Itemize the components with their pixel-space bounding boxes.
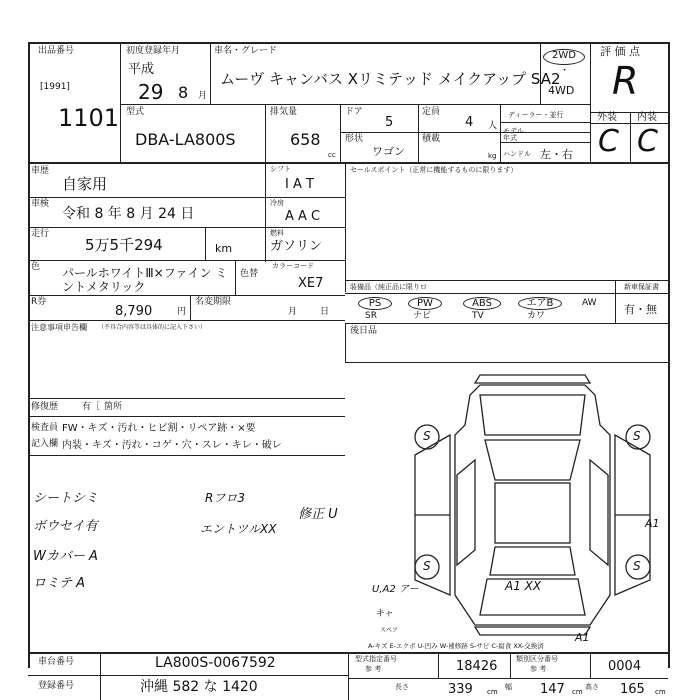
color-change-label: 色替 [240,269,259,279]
name-grade-label: 車名・グレード [214,46,278,56]
warranty: 有・無 [624,303,657,316]
lot-label: 出品番号 [38,46,75,56]
caution-label: 注意事項申告欄 [31,323,87,332]
registration-number: 沖縄 582 な 1420 [140,679,258,695]
inspection-label: 車検 [31,199,50,209]
class-number: 0004 [608,659,642,674]
cooler-label: 冷房 [270,199,284,207]
shift: I A T [285,177,314,192]
equip-aw: AW [582,298,597,308]
caution-sub: （不具合内容等は具体的に記入下さい） [98,324,207,331]
width: 147 [540,682,565,697]
equip-pw: PW [408,297,442,310]
length: 339 [448,682,473,697]
load-label: 積載 [422,134,441,144]
meigi-month: 月 [288,307,298,317]
handle-label: ハンドル [503,150,531,158]
fw-row: FW・キズ・汚れ・ヒビ割・リペア跡・×要 [62,423,256,434]
width-label: 幅 [505,683,512,691]
exterior-label: 外装 [597,112,617,123]
chassis-label: 車台番号 [38,657,75,667]
mark-s-rr: S [633,559,641,573]
equip-abs: ABS [463,297,501,310]
interior-row: 内装・キズ・汚れ・コゲ・穴・スレ・キレ・破レ [62,440,282,451]
mark-a1-side: A1 [645,517,660,530]
recycle-amount: 8,790 [115,304,153,319]
note-rep-result: 修正 U [298,507,338,522]
capacity: 4 [465,115,474,130]
entry-label: 記入欄 [31,439,59,449]
repair-unit: 箇所 [104,402,123,412]
use-label: 車歴 [31,166,50,176]
note-mirror: ロミテ A [33,576,86,591]
lot-number: 1101 [58,104,120,132]
registration-label: 登録番号 [38,681,75,691]
model-code-label: 型式 [126,107,145,117]
drive-4wd: 4WD [548,84,575,97]
doors-label: ドア [345,107,363,117]
repair: 有［ [82,402,101,412]
interior-score: C [637,124,658,159]
equip-ps: PS [358,297,392,310]
rear-seat-label: 後日品 [350,326,378,336]
width-unit: cm [572,688,583,696]
note-rustproof: ボウセイ有 [33,519,98,534]
reg-year: 29 [138,80,164,104]
equip-leather: カワ [527,311,546,321]
meigi-label: 名変期限 [195,297,232,307]
note-rep-2: エントツルXX [200,522,277,536]
damage-legend: A-キズ E-エクボ U-凹み W-補修跡 S-サビ C-腐食 XX-交換済 [368,642,544,650]
eval-label: 評 価 点 [600,45,640,58]
lot-sub: [1991] [40,82,70,92]
sales-point-label: セールスポイント（正常に機能するものに限ります） [350,166,518,174]
color-code-label: カラーコード [272,262,314,270]
displacement-label: 排気量 [270,107,298,117]
mark-s-rl: S [423,559,431,573]
mark-a1-rear: A1 [575,631,590,644]
warranty-label: 新車保証書 [624,283,659,291]
drive-dot: ・ [560,66,570,76]
inspection-date: 令和 8 年 8 月 24 日 [62,206,195,222]
era: 平成 [128,62,155,77]
length-unit: cm [487,688,498,696]
drive-2wd: 2WD [543,49,585,65]
mark-spare: キャ [375,609,394,619]
km-unit: km [215,242,233,255]
color: パールホワイトⅢ×ファイン ミントメタリック [62,266,228,294]
displacement: 658 [290,130,321,149]
height: 165 [620,682,645,697]
eval-score: R [612,59,639,103]
chassis-number: LA800S-0067592 [155,655,276,671]
note-rep-1: Rフロ3 [205,491,245,505]
ref-label-2: 参 考 [530,665,547,673]
height-unit: cm [655,688,666,696]
month-unit: 月 [198,91,208,101]
fuel-label: 燃料 [270,229,284,237]
shift-label: シフト [270,165,291,173]
meigi-day: 日 [320,307,330,317]
car-diagram [395,365,675,650]
reg-date-label: 初度登録年月 [126,46,181,56]
handle: 左・右 [540,148,573,161]
note-wcover: Wカバー A [33,549,98,564]
model-code: DBA-LA800S [135,130,236,149]
mileage-label: 走行 [31,229,50,239]
equip-airbag: エアB [518,297,562,310]
color-label: 色 [31,262,41,272]
equip-sr: SR [365,311,377,321]
reg-month: 8 [178,83,189,102]
exterior-score: C [598,124,619,159]
body-label: 形状 [345,134,364,144]
interior-label: 内装 [637,112,657,123]
height-label: 高さ [585,683,599,691]
cooler: A A C [285,209,321,224]
equipment-label: 装備品（純正品に限りロ [350,283,427,291]
mileage: 5万5千294 [85,236,163,254]
note-seat-stain: シートシミ [33,491,99,506]
doors: 5 [385,115,394,130]
ref-label-1: 参 考 [365,665,382,673]
equip-tv: TV [472,311,484,321]
length-label: 長さ [395,683,409,691]
dealer-label: ディーラー・並行 [508,111,564,119]
mark-a1-xx: A1 XX [505,579,542,593]
body-type: ワゴン [372,145,405,158]
use: 自家用 [62,175,108,193]
type-number: 18426 [456,659,498,674]
equip-navi: ナビ [413,311,432,321]
type-number-label: 型式指定番号 [355,655,397,663]
repair-label: 修復歴 [31,402,59,412]
cc-unit: cc [328,151,336,159]
mark-ua2: U,A2 アー [372,584,419,595]
kg-unit: kg [488,152,497,160]
model-name: ムーヴ キャンバス Xリミテッド メイクアップ SA2 [220,70,561,88]
recycle-label: R券 [31,297,47,307]
model-year-label: モデル年式 [503,127,524,142]
inspector-label: 検査員 [31,423,59,433]
mark-s-fr: S [633,429,641,443]
spare-label: スペア [380,627,399,634]
capacity-label: 定員 [422,107,441,117]
color-code: XE7 [298,276,324,291]
yen-unit: 円 [177,307,187,317]
class-number-label: 類別区分番号 [516,655,558,663]
person-unit: 人 [488,121,498,131]
mark-s-fl: S [423,429,431,443]
fuel: ガソリン [270,239,323,254]
